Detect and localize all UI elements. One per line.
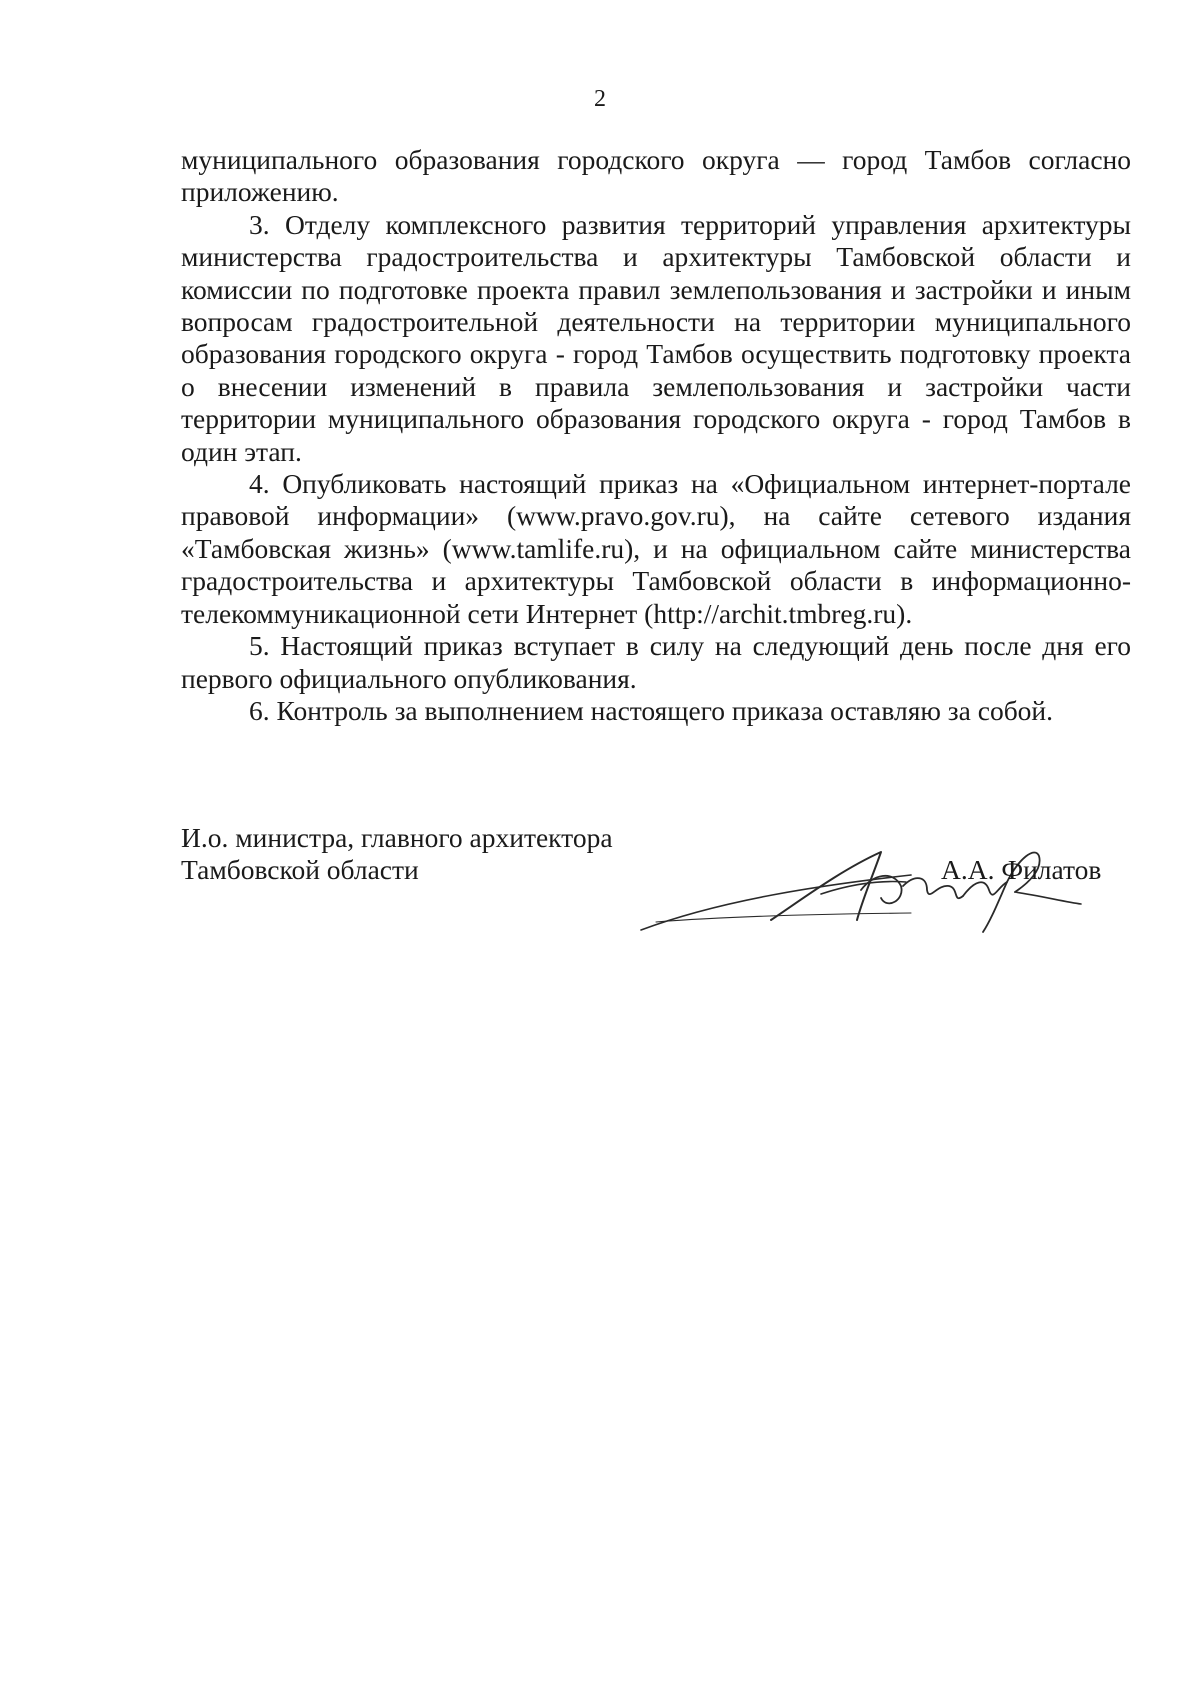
paragraph-item-6: 6. Контроль за выполнением настоящего приказа оставляю за собой.: [249, 694, 1054, 726]
signature-block: [181, 822, 1131, 942]
paragraph-item-5: 5. Настоящий приказ вступает в силу на следующий день после дня его первого официального опубликования.: [181, 630, 1131, 694]
paragraph-continuation: муниципального образования городского округа — город Тамбов согласно приложению.: [181, 144, 1131, 208]
document-body: [181, 144, 1131, 727]
signatory-title-line-2: Тамбовской области: [181, 854, 419, 886]
paragraph-item-4: 4. Опубликовать настоящий приказ на «Официальном интернет-портале правовой информации» (www.pravo.gov.ru), на сайте сетевого издания «Тамбовская жизнь» (www.tamlife.ru), и на официальном сайте министерства градостроительства и архитектуры Тамбовской области в информационно-телекоммуникационной сети Интернет (http://archit.tmbreg.ru).: [181, 468, 1131, 629]
page-number: 2: [594, 86, 606, 112]
signatory-title-line-1: И.о. министра, главного архитектора: [181, 822, 613, 853]
paragraph-item-3: 3. Отделу комплексного развития территорий управления архитектуры министерства градостроительства и архитектуры Тамбовской области и комиссии по подготовке проекта правил землепользования и застройки и иным вопросам градостроительной деятельности на территории муниципального образования городского округа - город Тамбов осуществить подготовку проекта о внесении изменений в правила землепользования и застройки части территории муниципального образования городского округа - город Тамбов в один этап.: [181, 208, 1131, 467]
signatory-name: А.А. Филатов: [941, 854, 1102, 885]
signatory-title: [181, 822, 613, 887]
